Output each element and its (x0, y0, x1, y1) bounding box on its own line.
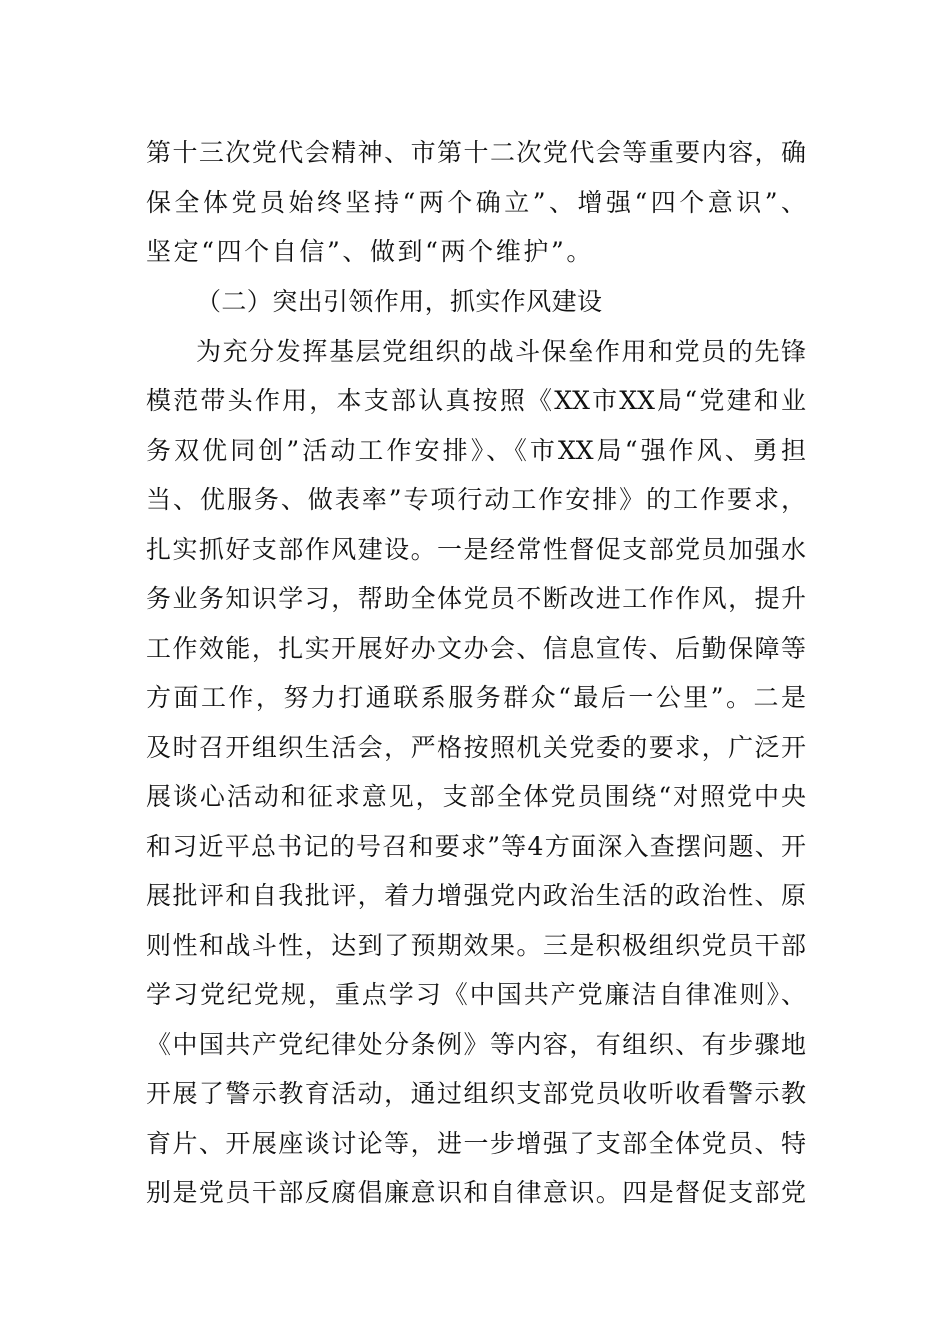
section-heading: （二）突出引领作用，抓实作风建设 (196, 287, 603, 316)
body-text-line: 务双优同创”活动工作安排》、《市XX局“强作风、勇担 (146, 436, 806, 465)
body-text-line: 方面工作，努力打通联系服务群众“最后一公里”。二是 (146, 683, 806, 712)
body-text-line: 育片、开展座谈讨论等，进一步增强了支部全体党员、特 (146, 1129, 806, 1158)
body-text-line: 扎实抓好支部作风建设。一是经常性督促支部党员加强水 (146, 535, 806, 564)
body-text-line: 坚定“四个自信”、做到“两个维护”。 (146, 237, 594, 266)
body-text-line: 展谈心活动和征求意见，支部全体党员围绕“对照党中央 (146, 782, 806, 811)
body-text-line: 工作效能，扎实开展好办文办会、信息宣传、后勤保障等 (146, 634, 806, 663)
body-text-line: 保全体党员始终坚持“两个确立”、增强“四个意识”、 (146, 188, 806, 217)
body-text-line: 当、优服务、做表率”专项行动工作安排》的工作要求， (146, 485, 806, 514)
body-text-line: 及时召开组织生活会，严格按照机关党委的要求，广泛开 (146, 733, 806, 762)
body-text-line: 务业务知识学习，帮助全体党员不断改进工作作风，提升 (146, 584, 806, 613)
body-text-line: 模范带头作用，本支部认真按照《XX市XX局“党建和业 (146, 386, 806, 415)
body-text-line: 第十三次党代会精神、市第十二次党代会等重要内容，确 (146, 138, 806, 167)
body-text-line: 《中国共产党纪律处分条例》等内容，有组织、有步骤地 (146, 1030, 806, 1059)
body-text-line: 为充分发挥基层党组织的战斗保垒作用和党员的先锋 (196, 337, 806, 366)
body-text-line: 则性和战斗性，达到了预期效果。三是积极组织党员干部 (146, 931, 806, 960)
body-text-line: 和习近平总书记的号召和要求”等4方面深入查摆问题、开 (146, 832, 806, 861)
body-text-line: 开展了警示教育活动，通过组织支部党员收听收看警示教 (146, 1079, 806, 1108)
body-text-line: 别是党员干部反腐倡廉意识和自律意识。四是督促支部党 (146, 1178, 806, 1207)
body-text-line: 展批评和自我批评，着力增强党内政治生活的政治性、原 (146, 881, 806, 910)
body-text-line: 学习党纪党规，重点学习《中国共产党廉洁自律准则》、 (146, 980, 806, 1009)
